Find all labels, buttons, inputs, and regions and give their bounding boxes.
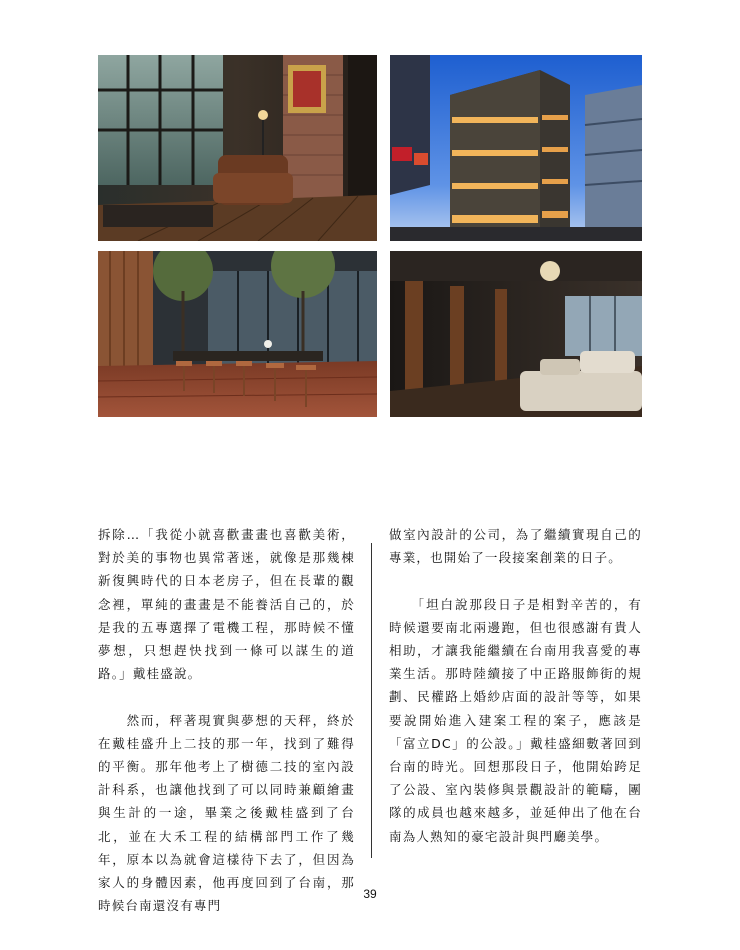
article-column-right	[389, 523, 642, 848]
courtyard-deck-bar-photo	[98, 251, 377, 417]
paragraph: 然而，秤著現實與夢想的天秤，終於在戴桂盛升上二技的那一年，找到了難得的平衡。那年他考上了樹德二技的室內設計科系，也讓他找到了可以同時兼顧繪畫與生計的一途，畢業之後戴桂盛到了台北，並在大禾工程的結構部門工作了幾年，原本以為就會這樣待下去了，但因為家人的身體因素，他再度回到了台南，那時候台南還沒有專門	[98, 712, 355, 914]
lounge-lobby-photo	[390, 251, 642, 417]
paragraph: 「坦白說那段日子是相對辛苦的，有時候還要南北兩邊跑，但也很感謝有貴人相助，才讓我能繼續在台南用我喜愛的專業生活。那時陸續接了中正路服飾街的規劃、民權路上婚紗店面的設計等等，如果要說開始進入建案工程的案子，應該是「富立DC」的公設。」戴桂盛細數著回到台南的時光。回想那段日子，他開始跨足了公設、室內裝修與景觀設計的範疇，團隊的成員也越來越多，並延伸出了他在台南為人熟知的豪宅設計與門廳美學。	[389, 596, 642, 844]
paragraph: 做室內設計的公司，為了繼續實現自己的專業，也開始了一段接案創業的日子。	[389, 527, 642, 566]
article-column-left	[98, 523, 355, 917]
paragraph: 拆除…「我從小就喜歡畫畫也喜歡美術，對於美的事物也異常著迷，就像是那幾棟新復興時代的日本老房子，但在長輩的觀念裡，單純的畫畫是不能養活自己的，於是我的五專選擇了電機工程，那時候不懂夢想，只想趕快找到一條可以謀生的道路。」戴桂盛說。	[98, 527, 355, 682]
building-exterior-dusk-photo	[390, 55, 642, 241]
column-divider	[371, 543, 372, 858]
retro-study-room-photo	[98, 55, 377, 241]
page-number: 39	[363, 887, 377, 901]
